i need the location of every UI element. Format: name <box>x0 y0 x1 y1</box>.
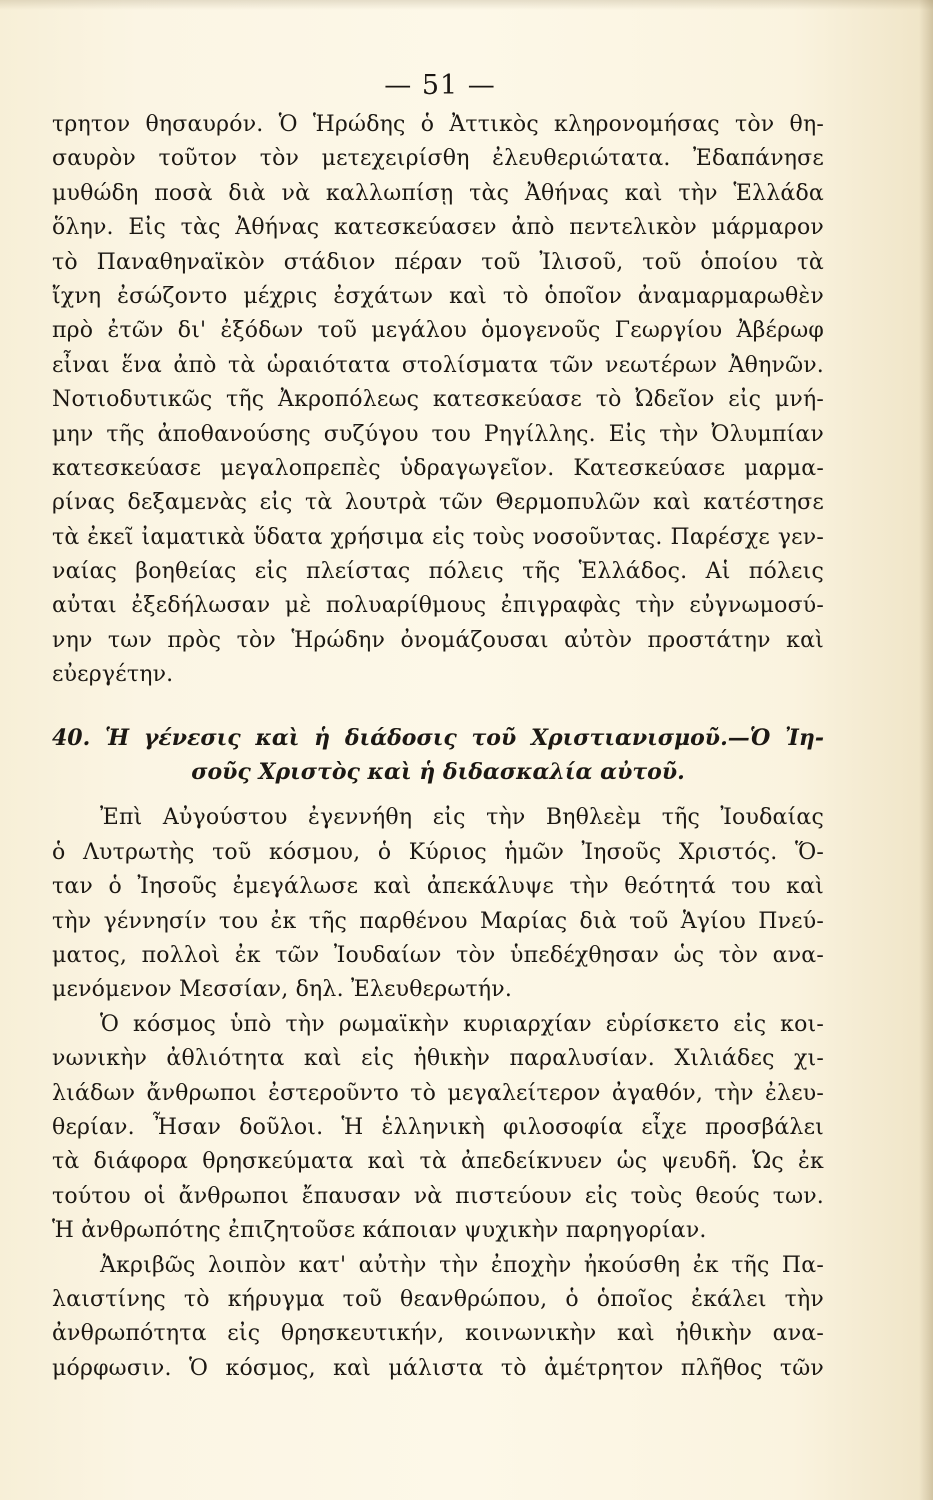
text-line: τὰ ἐκεῖ ἰαματικὰ ὕδατα χρήσιμα εἰς τοὺς νοσοῦντας. Παρέσχε γεν- <box>52 524 824 550</box>
page-body <box>52 108 824 1386</box>
text-line: ὅλην. Εἰς τὰς Ἀθήνας κατεσκεύασεν ἀπὸ πεντελικὸν μάρμαρον <box>52 215 824 241</box>
page-number: — 51 — <box>384 70 496 101</box>
section-number: 40. <box>52 724 91 751</box>
paragraph-herodes <box>52 108 824 693</box>
section-gap <box>52 693 824 721</box>
text-line: λαιστίνης τὸ κήρυγμα τοῦ θεανθρώπου, ὁ ὁποῖος ἐκάλει τὴν <box>52 1286 824 1312</box>
text-line: ναίας βοηθείας εἰς πλείστας πόλεις τῆς Ἑλλάδος. Αἱ πόλεις <box>52 559 824 585</box>
text-line: ματος, πολλοὶ ἐκ τῶν Ἰουδαίων τὸν ὑπεδέχθησαν ὡς τὸν ανα- <box>52 942 824 968</box>
text-line: Νοτιοδυτικῶς τῆς Ἀκροπόλεως κατεσκεύασε τὸ Ὠδεῖον εἰς μνή- <box>52 387 824 413</box>
text-line: εἶναι ἕνα ἀπὸ τὰ ὡραιότατα στολίσματα τῶν νεωτέρων Ἀθηνῶν. <box>52 352 824 378</box>
section-heading-line <box>52 721 824 755</box>
text-line: τούτου οἱ ἄνθρωποι ἔπαυσαν νὰ πιστεύουν εἰς τοὺς θεούς των. <box>52 1183 824 1209</box>
text-line: μην τῆς ἀποθανούσης συζύγου του Ρηγίλλης. Εἰς τὴν Ὀλυμπίαν <box>52 421 824 447</box>
text-line: μενόμενον Μεσσίαν, δηλ. Ἐλευθερωτήν. <box>52 977 513 1003</box>
text-line: πρὸ ἐτῶν δι' ἐξόδων τοῦ μεγάλου ὁμογενοῦς Γεωργίου Ἀβέρωφ <box>52 318 824 344</box>
text-line: μυθώδη ποσὰ διὰ νὰ καλλωπίσῃ τὰς Ἀθήνας καὶ τὴν Ἑλλάδα <box>52 180 824 206</box>
text-line: λιάδων ἄνθρωποι ἐστεροῦντο τὸ μεγαλείτερον ἀγαθόν, τὴν ἐλευ- <box>52 1080 824 1106</box>
text-line: Ἀκριβῶς λοιπὸν κατ' αὐτὴν τὴν ἐποχὴν ἠκούσθη ἐκ τῆς Πα- <box>100 1252 824 1278</box>
text-line: ἀνθρωπότητα εἰς θρησκευτικήν, κοινωνικὴν καὶ ἠθικὴν ανα- <box>52 1321 824 1347</box>
paragraph-roman-world <box>52 1008 824 1249</box>
text-line: αὐται ἐξεδήλωσαν μὲ πολυαρίθμους ἐπιγραφὰς τὴν εὐγνωμοσύ- <box>52 593 824 619</box>
text-line: κατεσκεύασε μεγαλοπρεπὲς ὑδραγωγεῖον. Κατεσκεύασε μαρμα- <box>52 455 824 481</box>
section-title-part2: σοῦς Χριστὸς καὶ ἡ διδασκαλία αὐτοῦ. <box>191 759 685 786</box>
text-line: ρίνας δεξαμενὰς εἰς τὰ λουτρὰ τῶν Θερμοπυλῶν καὶ κατέστησε <box>52 490 824 516</box>
section-gap <box>52 789 824 801</box>
paragraph-birth-of-jesus <box>52 801 824 1007</box>
text-line: σαυρὸν τοῦτον τὸν μετεχειρίσθη ἐλευθεριώτατα. Ἐδαπάνησε <box>52 146 824 172</box>
text-line: νην των πρὸς τὸν Ἡρώδην ὀνομάζουσαι αὐτὸν προστάτην καὶ <box>52 627 824 653</box>
text-line: μόρφωσιν. Ὁ κόσμος, καὶ μάλιστα τὸ ἀμέτρητον πλῆθος τῶν <box>52 1355 824 1381</box>
section-title-part1: Ἡ γένεσις καὶ ἡ διάδοσις τοῦ Χριστιανισμοῦ.—Ὁ Ἰη- <box>105 724 824 751</box>
text-line: εὐεργέτην. <box>52 662 174 688</box>
page-top-shadow <box>0 0 933 10</box>
text-line: τρητον θησαυρόν. Ὁ Ἡρώδης ὁ Ἀττικὸς κληρονομήσας τὸν θη- <box>52 112 824 137</box>
text-line: Ὁ κόσμος ὑπὸ τὴν ρωμαϊκὴν κυριαρχίαν εὑρίσκετο εἰς κοι- <box>100 1011 824 1037</box>
text-line: ὁ Λυτρωτὴς τοῦ κόσμου, ὁ Κύριος ἡμῶν Ἰησοῦς Χριστός. Ὅ- <box>52 839 824 865</box>
paragraph-preaching <box>52 1249 824 1387</box>
text-line: Ἡ ἀνθρωπότης ἐπιζητοῦσε κάποιαν ψυχικὴν παρηγορίαν. <box>52 1218 707 1244</box>
page-right-shadow <box>919 0 933 1500</box>
text-line: τὰ διάφορα θρησκεύματα καὶ τὰ ἀπεδείκνυεν ὡς ψευδῆ. Ὡς ἐκ <box>52 1149 824 1175</box>
text-line: ἴχνη ἐσώζοντο μέχρις ἐσχάτων καὶ τὸ ὁποῖον ἀναμαρμαρωθὲν <box>52 283 824 309</box>
text-line: νωνικὴν ἀθλιότητα καὶ εἰς ἠθικὴν παραλυσίαν. Χιλιάδες χι- <box>52 1046 824 1072</box>
section-heading <box>52 721 824 790</box>
text-line: τὴν γέννησίν του ἐκ τῆς παρθένου Μαρίας διὰ τοῦ Ἁγίου Πνεύ- <box>52 908 824 934</box>
text-line: Ἐπὶ Αὐγούστου ἐγεννήθη εἰς τὴν Βηθλεὲμ τῆς Ἰουδαίας <box>100 805 824 831</box>
text-line: τὸ Παναθηναϊκὸν στάδιον πέραν τοῦ Ἰλισοῦ, τοῦ ὁποίου τὰ <box>52 249 824 275</box>
text-line: θερίαν. Ἦσαν δοῦλοι. Ἡ ἑλληνικὴ φιλοσοφία εἶχε προσβάλει <box>52 1114 824 1140</box>
text-line: ταν ὁ Ἰησοῦς ἐμεγάλωσε καὶ ἀπεκάλυψε τὴν θεότητά του καὶ <box>52 874 824 900</box>
